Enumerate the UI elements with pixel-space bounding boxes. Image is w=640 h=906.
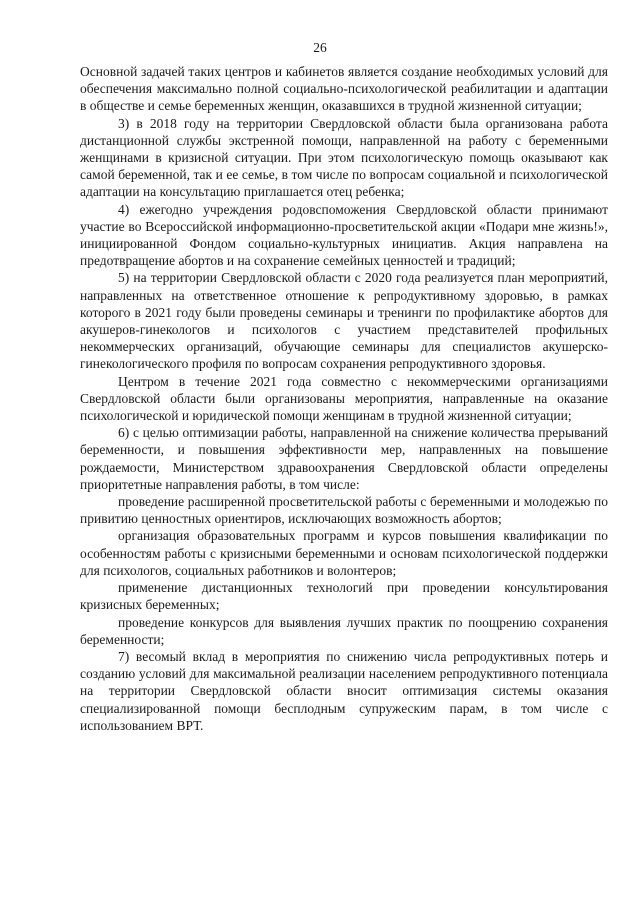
paragraph-10: проведение конкурсов для выявления лучших практик по поощрению сохранения беременности; [80, 614, 608, 647]
page-number: 26 [313, 40, 327, 55]
paragraph-11: 7) весомый вклад в мероприятия по снижению числа репродуктивных потерь и созданию условий для максимальной реализации населением репродуктивного потенциала на территории Свердловской области вносит оптимизация системы оказания специализированной помощи бесплодным супружеским парам, в том числе с использованием ВРТ. [80, 648, 608, 733]
paragraph-4: 5) на территории Свердловской области с 2020 года реализуется план мероприятий, направленных на ответственное отношение к репродуктивному здоровью, в рамках которого в 2021 году были проведены семинары и тренинги по профилактике абортов для акушеров-гинекологов и психологов с участием представителей профильных некоммерческих организаций, обучающие семинары для специалистов акушерско-гинекологического профиля по вопросам сохранения репродуктивного здоровья. [80, 270, 608, 372]
paragraph-9: применение дистанционных технологий при проведении консультирования кризисных беременных; [80, 580, 608, 613]
paragraph-8: организация образовательных программ и курсов повышения квалификации по особенностям работы с кризисными беременными и основам психологической поддержки для психологов, социальных работников и волонтеров; [80, 528, 608, 578]
paragraph-3: 4) ежегодно учреждения родовспоможения Свердловской области принимают участие во Всероссийской информационно-просветительской акции «Подари мне жизнь!», инициированной Фондом социально-культурных инициатив. Акция направлена на предотвращение абортов и на сохранение семейных ценностей и традиций; [80, 201, 608, 269]
document-body [80, 63, 608, 734]
paragraph-6: 6) с целью оптимизации работы, направленной на снижение количества прерываний беременности, и повышения эффективности мер, направленных на повышение рождаемости, Министерством здравоохранения Свердловской области определены приоритетные направления работы, в том числе: [80, 425, 608, 492]
paragraph-1: Основной задачей таких центров и кабинетов является создание необходимых условий для обеспечения максимально полной социально-психологической реабилитации и адаптации в обществе и семье беременных женщин, оказавшихся в трудной жизненной ситуации; [80, 64, 608, 114]
paragraph-2: 3) в 2018 году на территории Свердловской области была организована работа дистанционной службы экстренной помощи, направленной на работу с беременными женщинами в кризисной ситуации. При этом психологическую помощь оказывают как самой беременной, так и ее семье, в том числе по вопросам социальной и психологической адаптации на консультацию приглашается отец ребенка; [80, 115, 608, 200]
paragraph-7: проведение расширенной просветительской работы с беременными и молодежью по привитию ценностных ориентиров, исключающих возможность абортов; [80, 494, 608, 527]
paragraph-5: Центром в течение 2021 года совместно с некоммерческими организациями Свердловской области были организованы мероприятия, направленные на оказание психологической и юридической помощи женщинам в трудной жизненной ситуации; [80, 373, 608, 424]
